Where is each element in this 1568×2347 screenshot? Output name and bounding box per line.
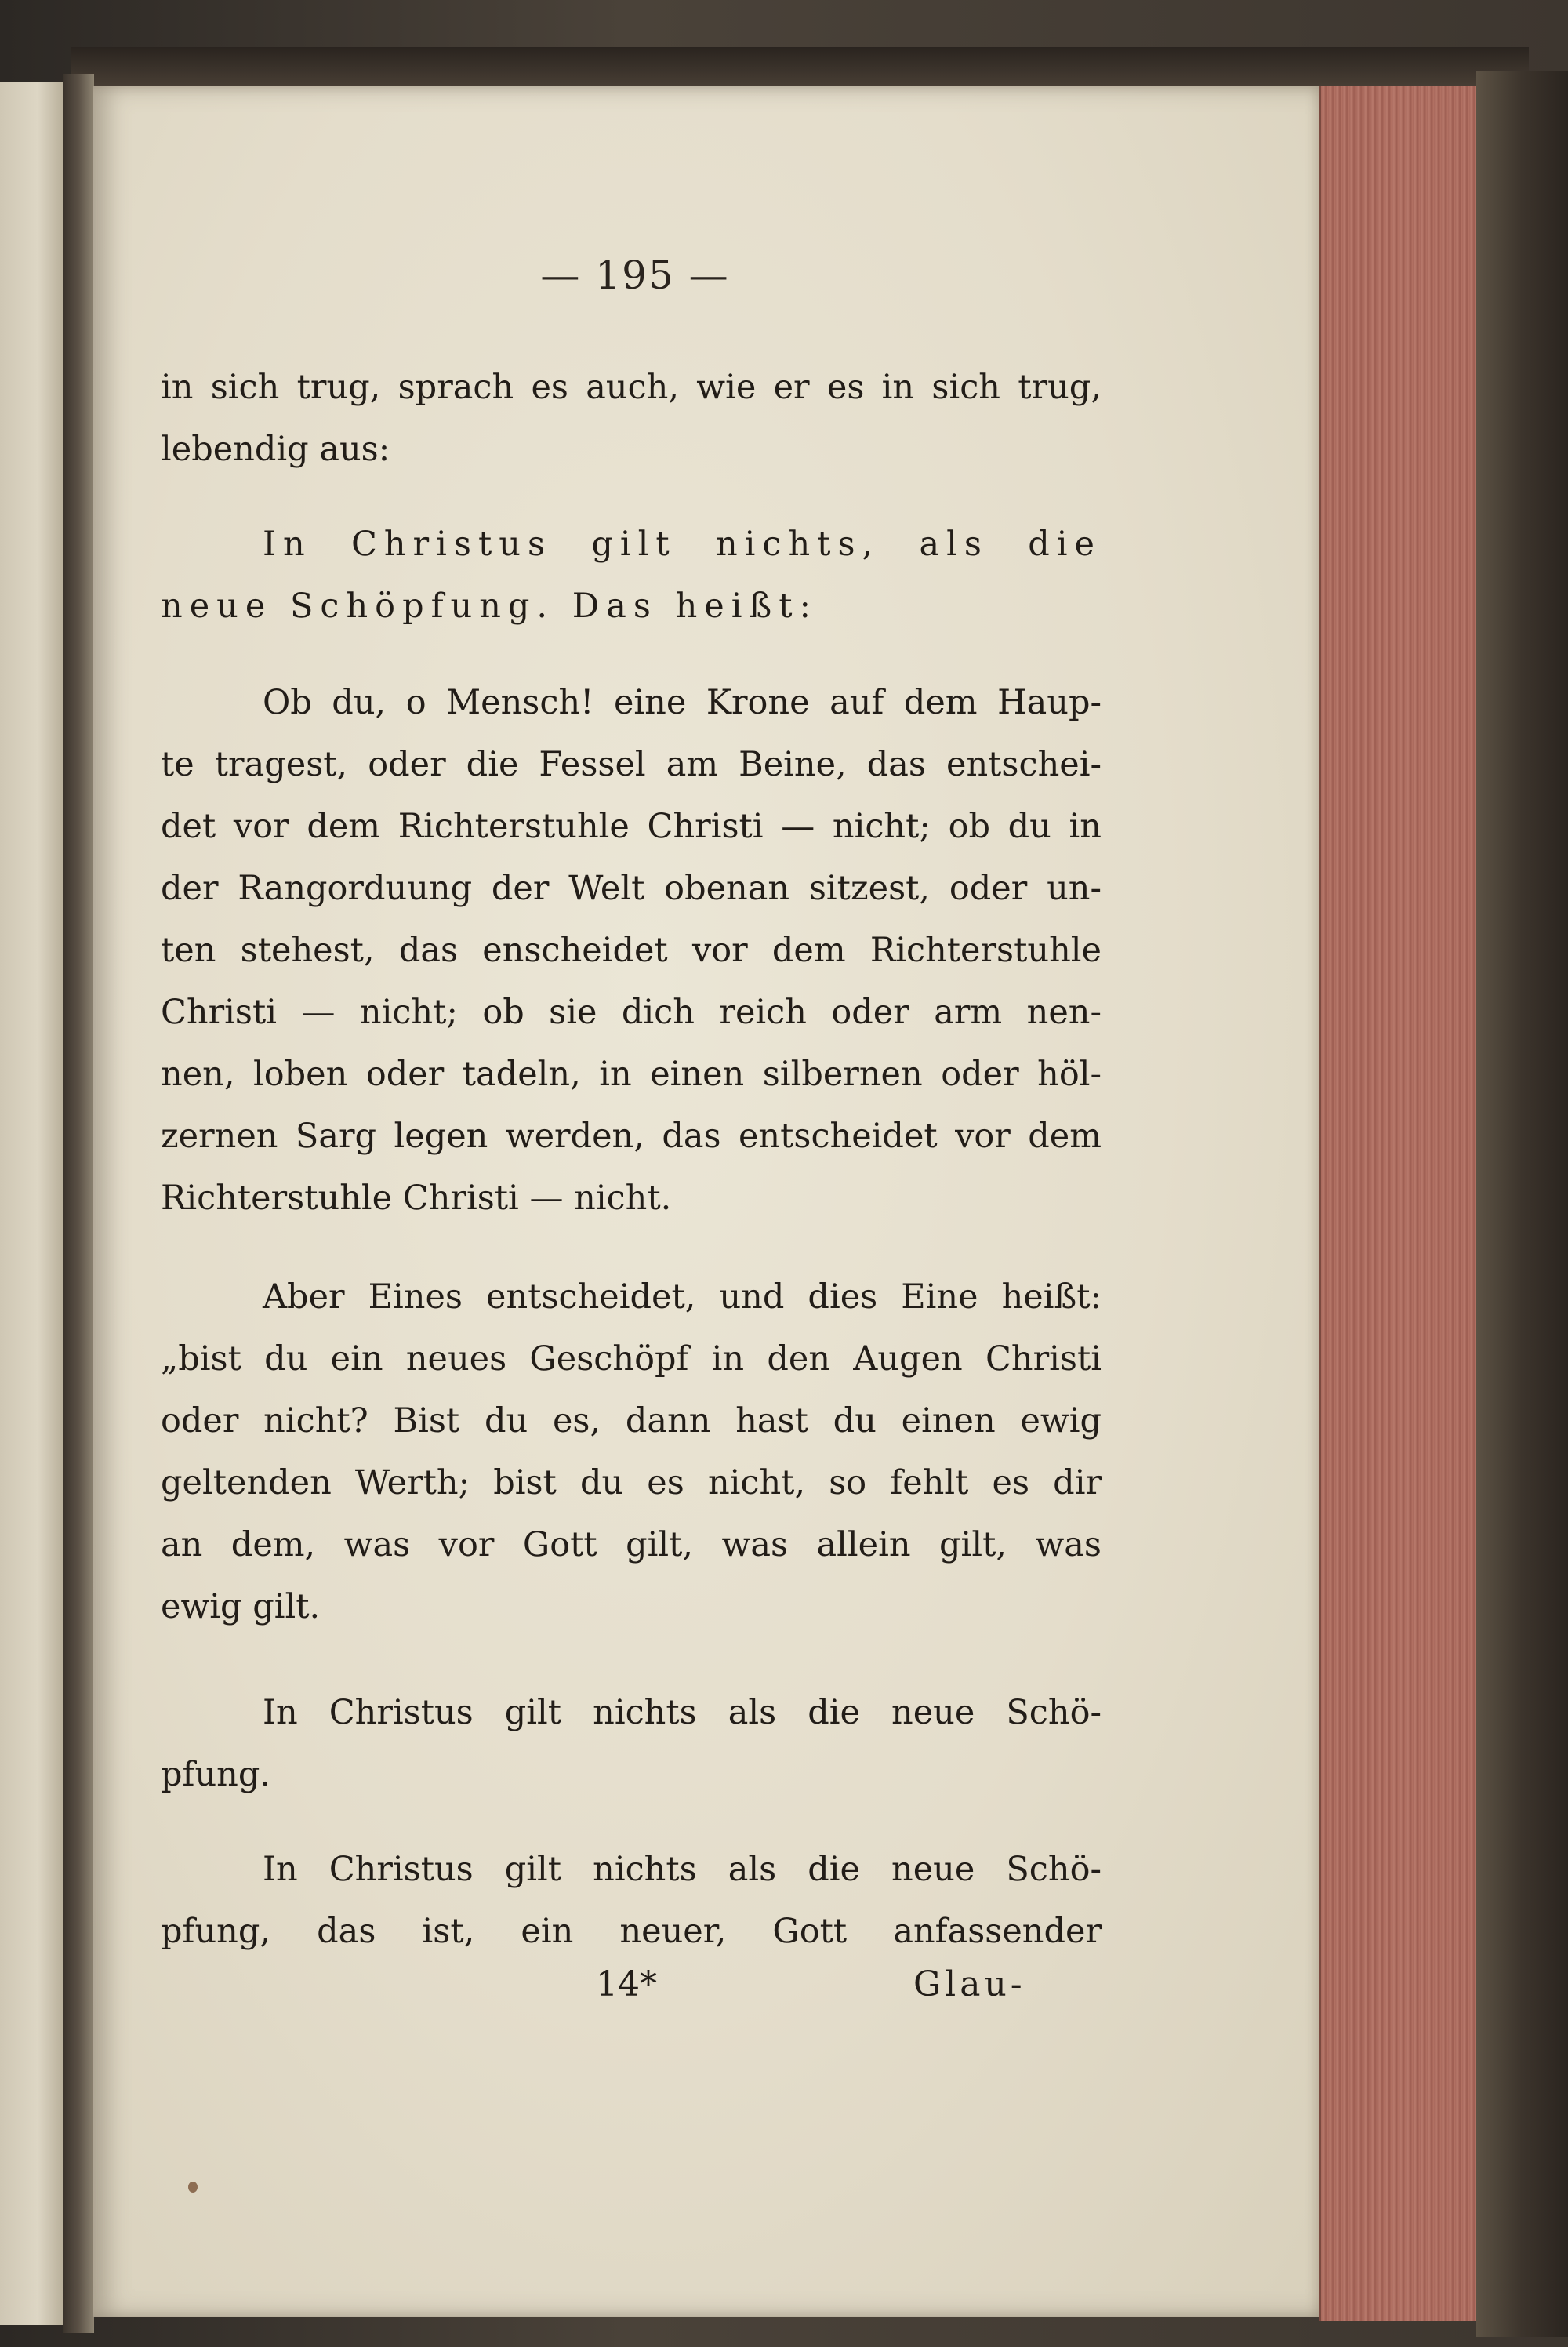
text-line: pfung.: [161, 1755, 271, 1794]
text-line: geltenden Werth; bist du es nicht, so fehlt es dir: [161, 1463, 1102, 1502]
page-block-edge: [1319, 86, 1478, 2321]
text-line: an dem, was vor Gott gilt, was allein gilt, was: [161, 1525, 1102, 1564]
page-number: — 195 —: [540, 253, 730, 298]
text-line: in sich trug, sprach es auch, wie er es in sich trug,: [161, 368, 1102, 407]
text-line: ewig gilt.: [161, 1587, 321, 1626]
signature-mark: 14*: [596, 1964, 657, 2004]
text-line: oder nicht? Bist du es, dann hast du einen ewig: [161, 1401, 1102, 1441]
text-line: Aber Eines entscheidet, und dies Eine heißt:: [263, 1277, 1102, 1317]
text-line: nen, loben oder tadeln, in einen silbernen oder höl-: [161, 1055, 1102, 1094]
text-line: det vor dem Richterstuhle Christi — nicht; ob du in: [161, 807, 1102, 846]
text-line: In Christus gilt nichts als die neue Schö-: [263, 1850, 1102, 1889]
text-line: Richterstuhle Christi — nicht.: [161, 1179, 672, 1218]
text-line: te tragest, oder die Fessel am Beine, das entschei-: [161, 745, 1102, 784]
facing-page-edge: [0, 82, 65, 2325]
paragraph-5: [161, 1682, 1102, 1806]
text-line: ten stehest, das enscheidet vor dem Richterstuhle: [161, 931, 1102, 970]
paragraph-2: [161, 514, 1102, 638]
catchword: Glau-: [913, 1964, 1026, 2004]
text-line: der Rangorduung der Welt obenan sitzest, oder un-: [161, 869, 1102, 908]
paragraph-4: [161, 1266, 1102, 1638]
text-line: neue Schöpfung. Das heißt:: [161, 587, 818, 626]
text-line: lebendig aus:: [161, 430, 390, 469]
text-line: In Christus gilt nichts, als die: [263, 525, 1102, 564]
text-line: zernen Sarg legen werden, das entscheidet vor dem: [161, 1117, 1102, 1156]
text-line: In Christus gilt nichts als die neue Schö-: [263, 1693, 1102, 1732]
text-line: pfung, das ist, ein neuer, Gott anfassender: [161, 1912, 1102, 1951]
text-line: Ob du, o Mensch! eine Krone auf dem Haup-: [263, 683, 1102, 722]
paper-speck: [188, 2182, 198, 2193]
text-line: Christi — nicht; ob sie dich reich oder arm nen-: [161, 993, 1102, 1032]
text-line: „bist du ein neues Geschöpf in den Augen Christi: [161, 1339, 1102, 1379]
book-gutter: [63, 74, 94, 2333]
paragraph-3: [161, 672, 1102, 1230]
book-cover-top: [71, 47, 1529, 90]
paragraph-6: [161, 1839, 1102, 1963]
paragraph-1: [161, 357, 1102, 481]
book-cover-right: [1476, 71, 1568, 2337]
